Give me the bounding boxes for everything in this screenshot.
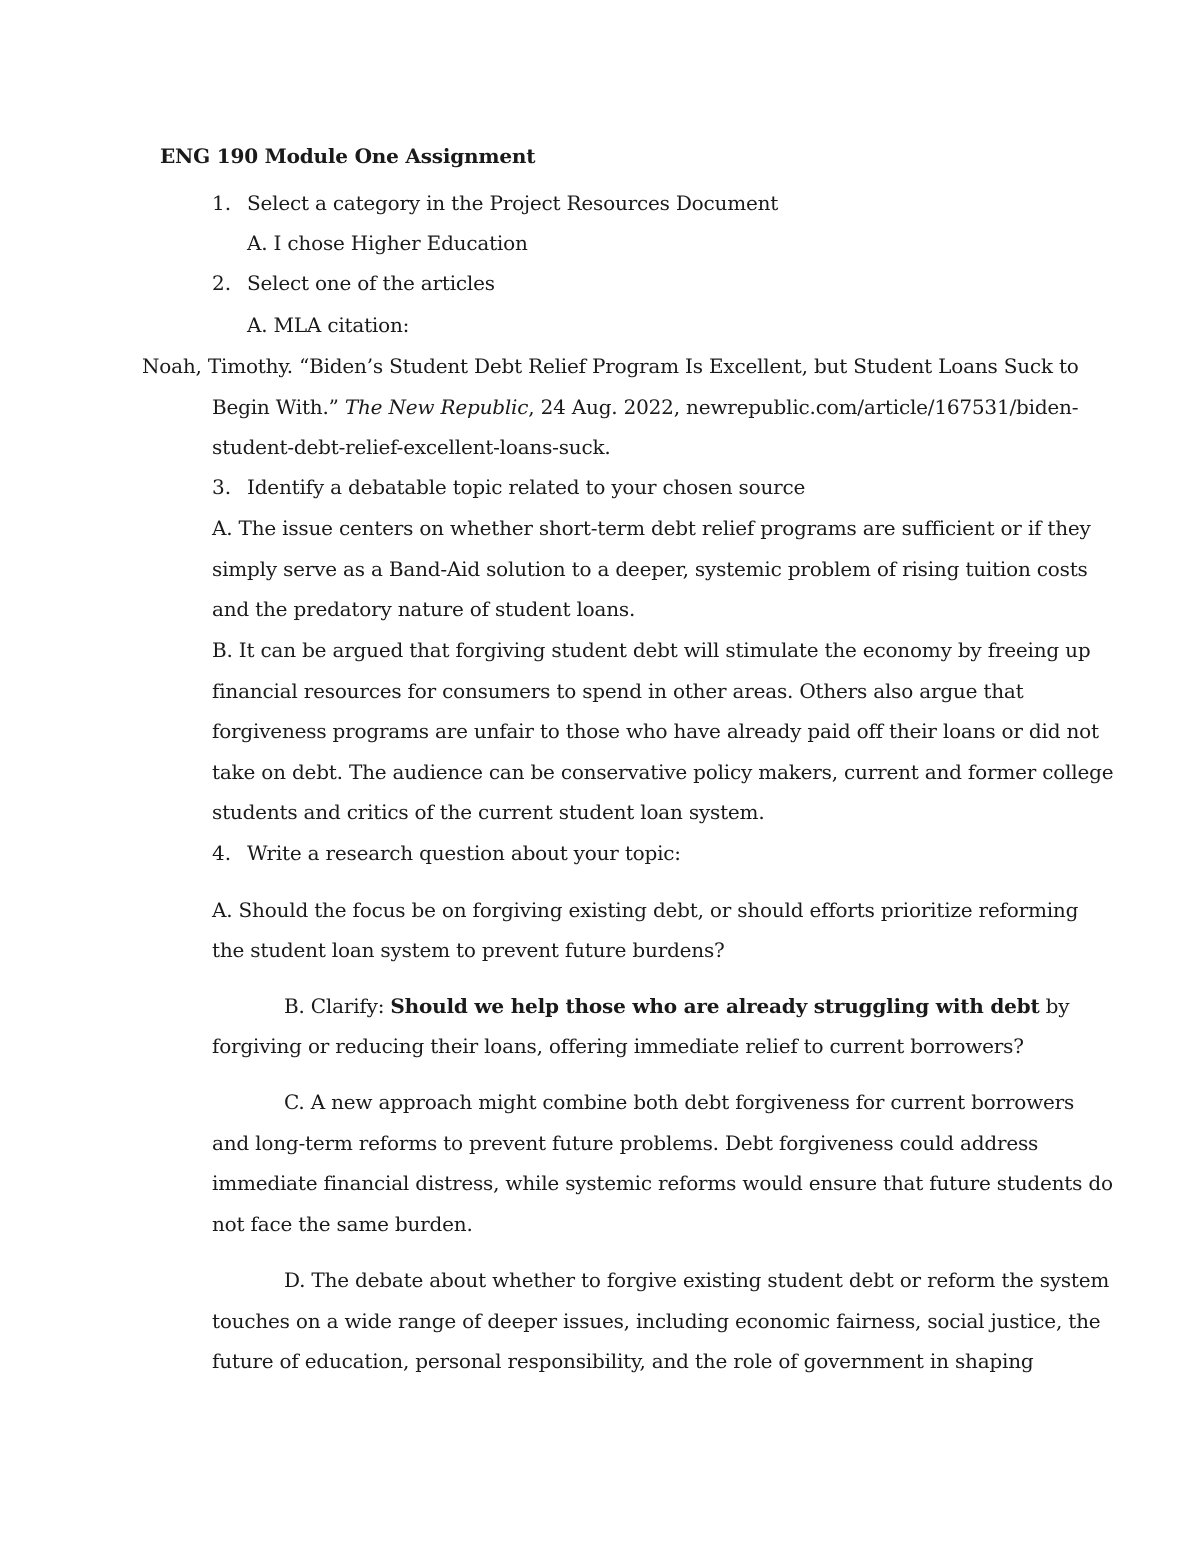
item-3-sub-b-line: financial resources for consumers to spend in other areas. Others also argue that	[212, 679, 1024, 703]
item-4-sub-c-line: C. A new approach might combine both debt forgiveness for current borrowers	[284, 1090, 1075, 1114]
item-2-text: Select one of the articles	[247, 271, 495, 295]
item-4-number: 4.	[212, 841, 232, 865]
item-4-sub-c-line: immediate financial distress, while systemic reforms would ensure that future students do	[212, 1171, 1113, 1195]
citation-line-2-post: , 24 Aug. 2022, newrepublic.com/article/167531/biden-	[528, 395, 1079, 419]
item-3-sub-b-line: take on debt. The audience can be conservative policy makers, current and former college	[212, 760, 1114, 784]
item-4-sub-b-suffix: by	[1039, 994, 1070, 1018]
item-4-sub-b-line-2: forgiving or reducing their loans, offering immediate relief to current borrowers?	[212, 1034, 1024, 1058]
item-4-sub-d-line: D. The debate about whether to forgive existing student debt or reform the system	[284, 1268, 1110, 1292]
item-4-sub-c-line: and long-term reforms to prevent future problems. Debt forgiveness could address	[212, 1131, 1039, 1155]
citation-line-2-pre: Begin With.”	[212, 395, 345, 419]
item-3-sub-a-line: simply serve as a Band-Aid solution to a deeper, systemic problem of rising tuition costs	[212, 557, 1088, 581]
citation-journal-title: The New Republic	[344, 395, 529, 419]
item-1-text: Select a category in the Project Resources Document	[247, 191, 779, 215]
item-3-sub-a-line: A. The issue centers on whether short-term debt relief programs are sufficient or if they	[212, 516, 1091, 540]
item-1-number: 1.	[212, 191, 232, 215]
item-4-sub-b-line-1	[284, 992, 1069, 1020]
item-3-text: Identify a debatable topic related to your chosen source	[247, 475, 806, 499]
item-4-sub-d-line: future of education, personal responsibility, and the role of government in shaping	[212, 1349, 1034, 1373]
item-4-text: Write a research question about your topic:	[247, 841, 681, 865]
item-1-sub-a: A. I chose Higher Education	[247, 231, 528, 255]
item-2-number: 2.	[212, 271, 232, 295]
item-4-sub-d-line: touches on a wide range of deeper issues, including economic fairness, social justice, the	[212, 1309, 1101, 1333]
item-3-sub-b-line: forgiveness programs are unfair to those who have already paid off their loans or did not	[212, 719, 1099, 743]
citation-line-3: student-debt-relief-excellent-loans-suck.	[212, 435, 611, 459]
item-4-sub-b-prefix: B. Clarify:	[284, 994, 391, 1018]
item-3-sub-b-line: B. It can be argued that forgiving student debt will stimulate the economy by freeing up	[212, 638, 1091, 662]
item-3-sub-b-line: students and critics of the current student loan system.	[212, 800, 765, 824]
item-3-number: 3.	[212, 475, 232, 499]
item-2-sub-a: A. MLA citation:	[247, 313, 410, 337]
item-3-sub-a-line: and the predatory nature of student loans.	[212, 597, 636, 621]
citation-line-2	[212, 393, 1078, 421]
citation-line-1: Noah, Timothy. “Biden’s Student Debt Relief Program Is Excellent, but Student Loans Suck to	[142, 354, 1079, 378]
item-4-sub-a-line: the student loan system to prevent future burdens?	[212, 938, 725, 962]
document-title: ENG 190 Module One Assignment	[160, 144, 536, 168]
item-4-sub-c-line: not face the same burden.	[212, 1212, 473, 1236]
item-4-sub-b-bold: Should we help those who are already struggling with debt	[390, 994, 1040, 1018]
item-4-sub-a-line: A. Should the focus be on forgiving existing debt, or should efforts prioritize reforming	[212, 898, 1079, 922]
